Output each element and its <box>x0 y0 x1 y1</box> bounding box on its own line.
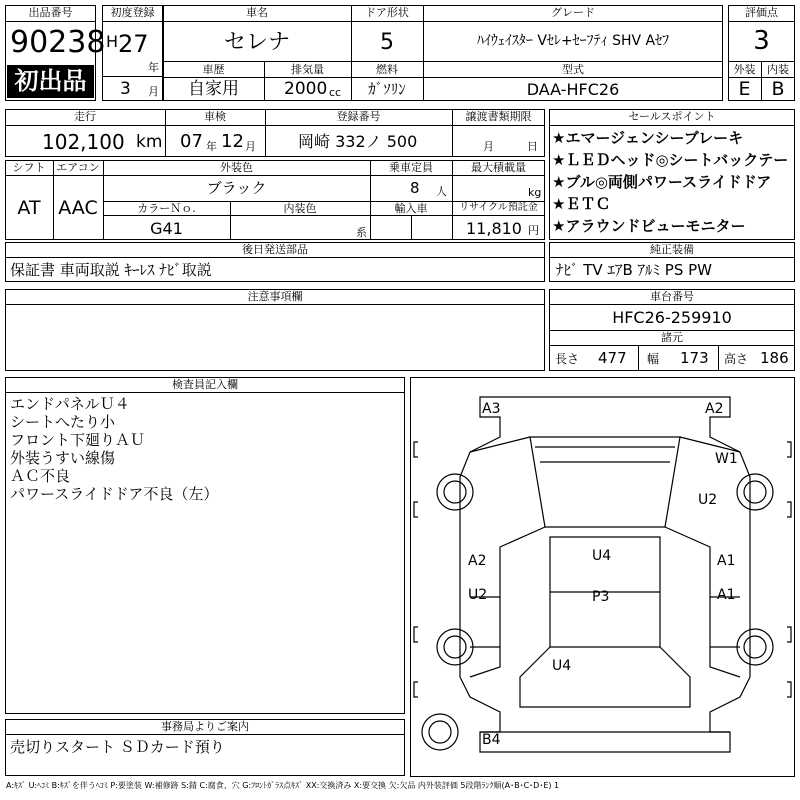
color-value: ブラック <box>206 179 267 197</box>
color-label: 外装色 <box>220 161 253 174</box>
inspector-line: パワースライドドア不良（左） <box>10 485 219 503</box>
car-name-label: 車名 <box>246 6 268 19</box>
interior-color-unit: 系 <box>356 226 367 239</box>
color-no-label: カラーＮｏ. <box>137 202 196 215</box>
import-label: 輸入車 <box>394 202 428 215</box>
score-label: 評価点 <box>745 6 778 19</box>
exterior-grade: E <box>738 78 751 100</box>
interior-grade: B <box>771 78 785 100</box>
capacity-unit: 人 <box>436 185 447 198</box>
year-value: 27 <box>118 30 149 58</box>
month-value: 3 <box>120 79 131 99</box>
fuel-label: 燃料 <box>376 63 398 76</box>
first-reg-label: 初度登録 <box>110 6 155 19</box>
chassis-number: HFC26-259910 <box>612 308 732 327</box>
mark-a2-top: A2 <box>705 401 724 417</box>
recycle-unit: 円 <box>528 224 539 237</box>
height-label: 高さ <box>724 352 749 366</box>
sales-point-item: ★エマージェンシーブレーキ <box>552 129 744 147</box>
shift-label: シフト <box>12 161 46 174</box>
sales-points-label: セールスポイント <box>628 110 716 123</box>
width-label: 幅 <box>647 352 660 366</box>
inspection-year-unit: 年 <box>206 140 217 153</box>
car-diagram <box>410 377 795 777</box>
mark-a1-upper: A1 <box>717 553 736 569</box>
model-label: 型式 <box>562 63 584 76</box>
length-value: 477 <box>598 349 627 367</box>
recycle-label: リサイクル預託金 <box>459 202 538 213</box>
inspector-label: 検査員記入欄 <box>172 378 238 391</box>
office-label: 事務局よりご案内 <box>161 720 249 733</box>
mark-u2-left: U2 <box>468 587 488 603</box>
mark-u4-bottom: U4 <box>552 658 572 674</box>
shift-value: AT <box>17 197 41 219</box>
equipment-text: ﾅﾋﾞ TV ｴｱB ｱﾙﾐ PS PW <box>556 261 712 279</box>
mark-u2-right: U2 <box>698 492 718 508</box>
lot-label: 出品番号 <box>28 6 73 19</box>
length-label: 長さ <box>555 352 580 366</box>
color-no-value: G41 <box>150 219 183 238</box>
chassis-label: 車台番号 <box>650 290 694 303</box>
door-value: 5 <box>380 30 394 55</box>
sales-point-item: ★アラウンドビューモニター <box>552 217 746 235</box>
office-text: 売切りスタート ＳＤカード預り <box>10 738 225 756</box>
parts-label: 後日発送部品 <box>242 243 308 256</box>
sales-point-item: ★ブル◎両側パワースライドドア <box>552 173 772 191</box>
inspector-line: エンドパネルＵ４ <box>10 395 130 413</box>
sales-point-item: ★ＬＥＤヘッド◎シートバックテー <box>552 151 789 169</box>
notes-label: 注意事項欄 <box>247 290 303 303</box>
mark-a2-left: A2 <box>468 553 487 569</box>
displacement-unit: cc <box>329 86 342 99</box>
era-letter: H <box>106 32 119 51</box>
mileage-value: 102,100 <box>42 130 125 154</box>
equipment-label: 純正装備 <box>650 243 694 256</box>
displacement-label: 排気量 <box>291 63 324 76</box>
transfer-month-unit: 月 <box>483 140 494 153</box>
plate-label: 登録番号 <box>336 110 381 123</box>
history-value: 自家用 <box>188 79 239 99</box>
parts-text: 保証書 車両取説 ｷｰﾚｽ ﾅﾋﾞ取説 <box>10 261 212 279</box>
inspection-year: 07 <box>180 131 203 152</box>
load-unit: kg <box>528 186 542 199</box>
ac-label: エアコン <box>56 161 100 174</box>
displacement-value: 2000 <box>284 79 328 99</box>
inspector-line: シートへたり小 <box>10 413 116 431</box>
mark-p3: P3 <box>592 589 610 605</box>
recycle-value: 11,810 <box>466 219 522 238</box>
capacity-label: 乗車定員 <box>389 161 433 174</box>
year-unit: 年 <box>148 61 159 74</box>
month-unit: 月 <box>148 85 159 98</box>
inspector-line: 外装うすい線傷 <box>10 449 116 467</box>
inspection-month: 12 <box>221 131 244 152</box>
mark-b4: B4 <box>482 732 501 748</box>
mileage-label: 走行 <box>74 110 96 123</box>
grade-value: ﾊｲｳｪｲｽﾀｰ Vｾﾚ+ｾｰﾌﾃｨ SHV Aｾﾌ <box>476 33 670 49</box>
interior-label: 内装 <box>767 63 789 76</box>
capacity-value: 8 <box>410 179 420 197</box>
inspector-line: ＡＣ不良 <box>10 467 71 485</box>
mileage-unit: km <box>136 132 163 152</box>
transfer-day-unit: 日 <box>527 140 538 153</box>
transfer-label: 譲渡書類期限 <box>465 110 532 123</box>
plate-value: 岡崎 332ノ 500 <box>298 132 418 151</box>
history-label: 車歴 <box>202 63 225 76</box>
inspector-line: フロント下廻りＡＵ <box>10 431 146 449</box>
model-value: DAA-HFC26 <box>526 80 620 99</box>
lot-number: 90238 <box>10 25 106 60</box>
door-label: ドア形状 <box>365 6 409 19</box>
score-value: 3 <box>753 26 770 56</box>
car-name: セレナ <box>223 30 290 55</box>
fuel-value: ｶﾞｿﾘﾝ <box>368 80 406 98</box>
dims-label: 諸元 <box>661 331 683 344</box>
mark-a1-lower: A1 <box>717 587 736 603</box>
ac-value: AAC <box>58 197 98 219</box>
exterior-label: 外装 <box>733 63 756 76</box>
inspection-month-unit: 月 <box>245 140 256 153</box>
mark-u4-center: U4 <box>592 548 612 564</box>
first-listing-text: 初出品 <box>14 67 87 95</box>
sales-point-item: ★ＥＴＣ <box>552 195 611 213</box>
interior-color-label: 内装色 <box>283 202 317 215</box>
mark-a3: A3 <box>482 401 501 417</box>
grade-label: グレード <box>551 6 595 19</box>
height-value: 186 <box>760 349 789 367</box>
inspection-label: 車検 <box>204 110 226 123</box>
load-label: 最大積載量 <box>471 161 526 174</box>
legend-text: A:ｷｽﾞ U:ﾍｺﾐ B:ｷｽﾞを伴うﾍｺﾐ P:要塗装 W:補修跡 S:錆 C:腐食、穴 G:ﾌﾛﾝﾄｶﾞﾗｽ点ｷｽﾞ XX:交換済み X:要交換 欠:欠品 内外装評価 5段階ﾗﾝｸ順(A･B･C･D･E) 1 <box>6 781 560 790</box>
mark-w1: W1 <box>715 451 738 467</box>
width-value: 173 <box>680 349 709 367</box>
